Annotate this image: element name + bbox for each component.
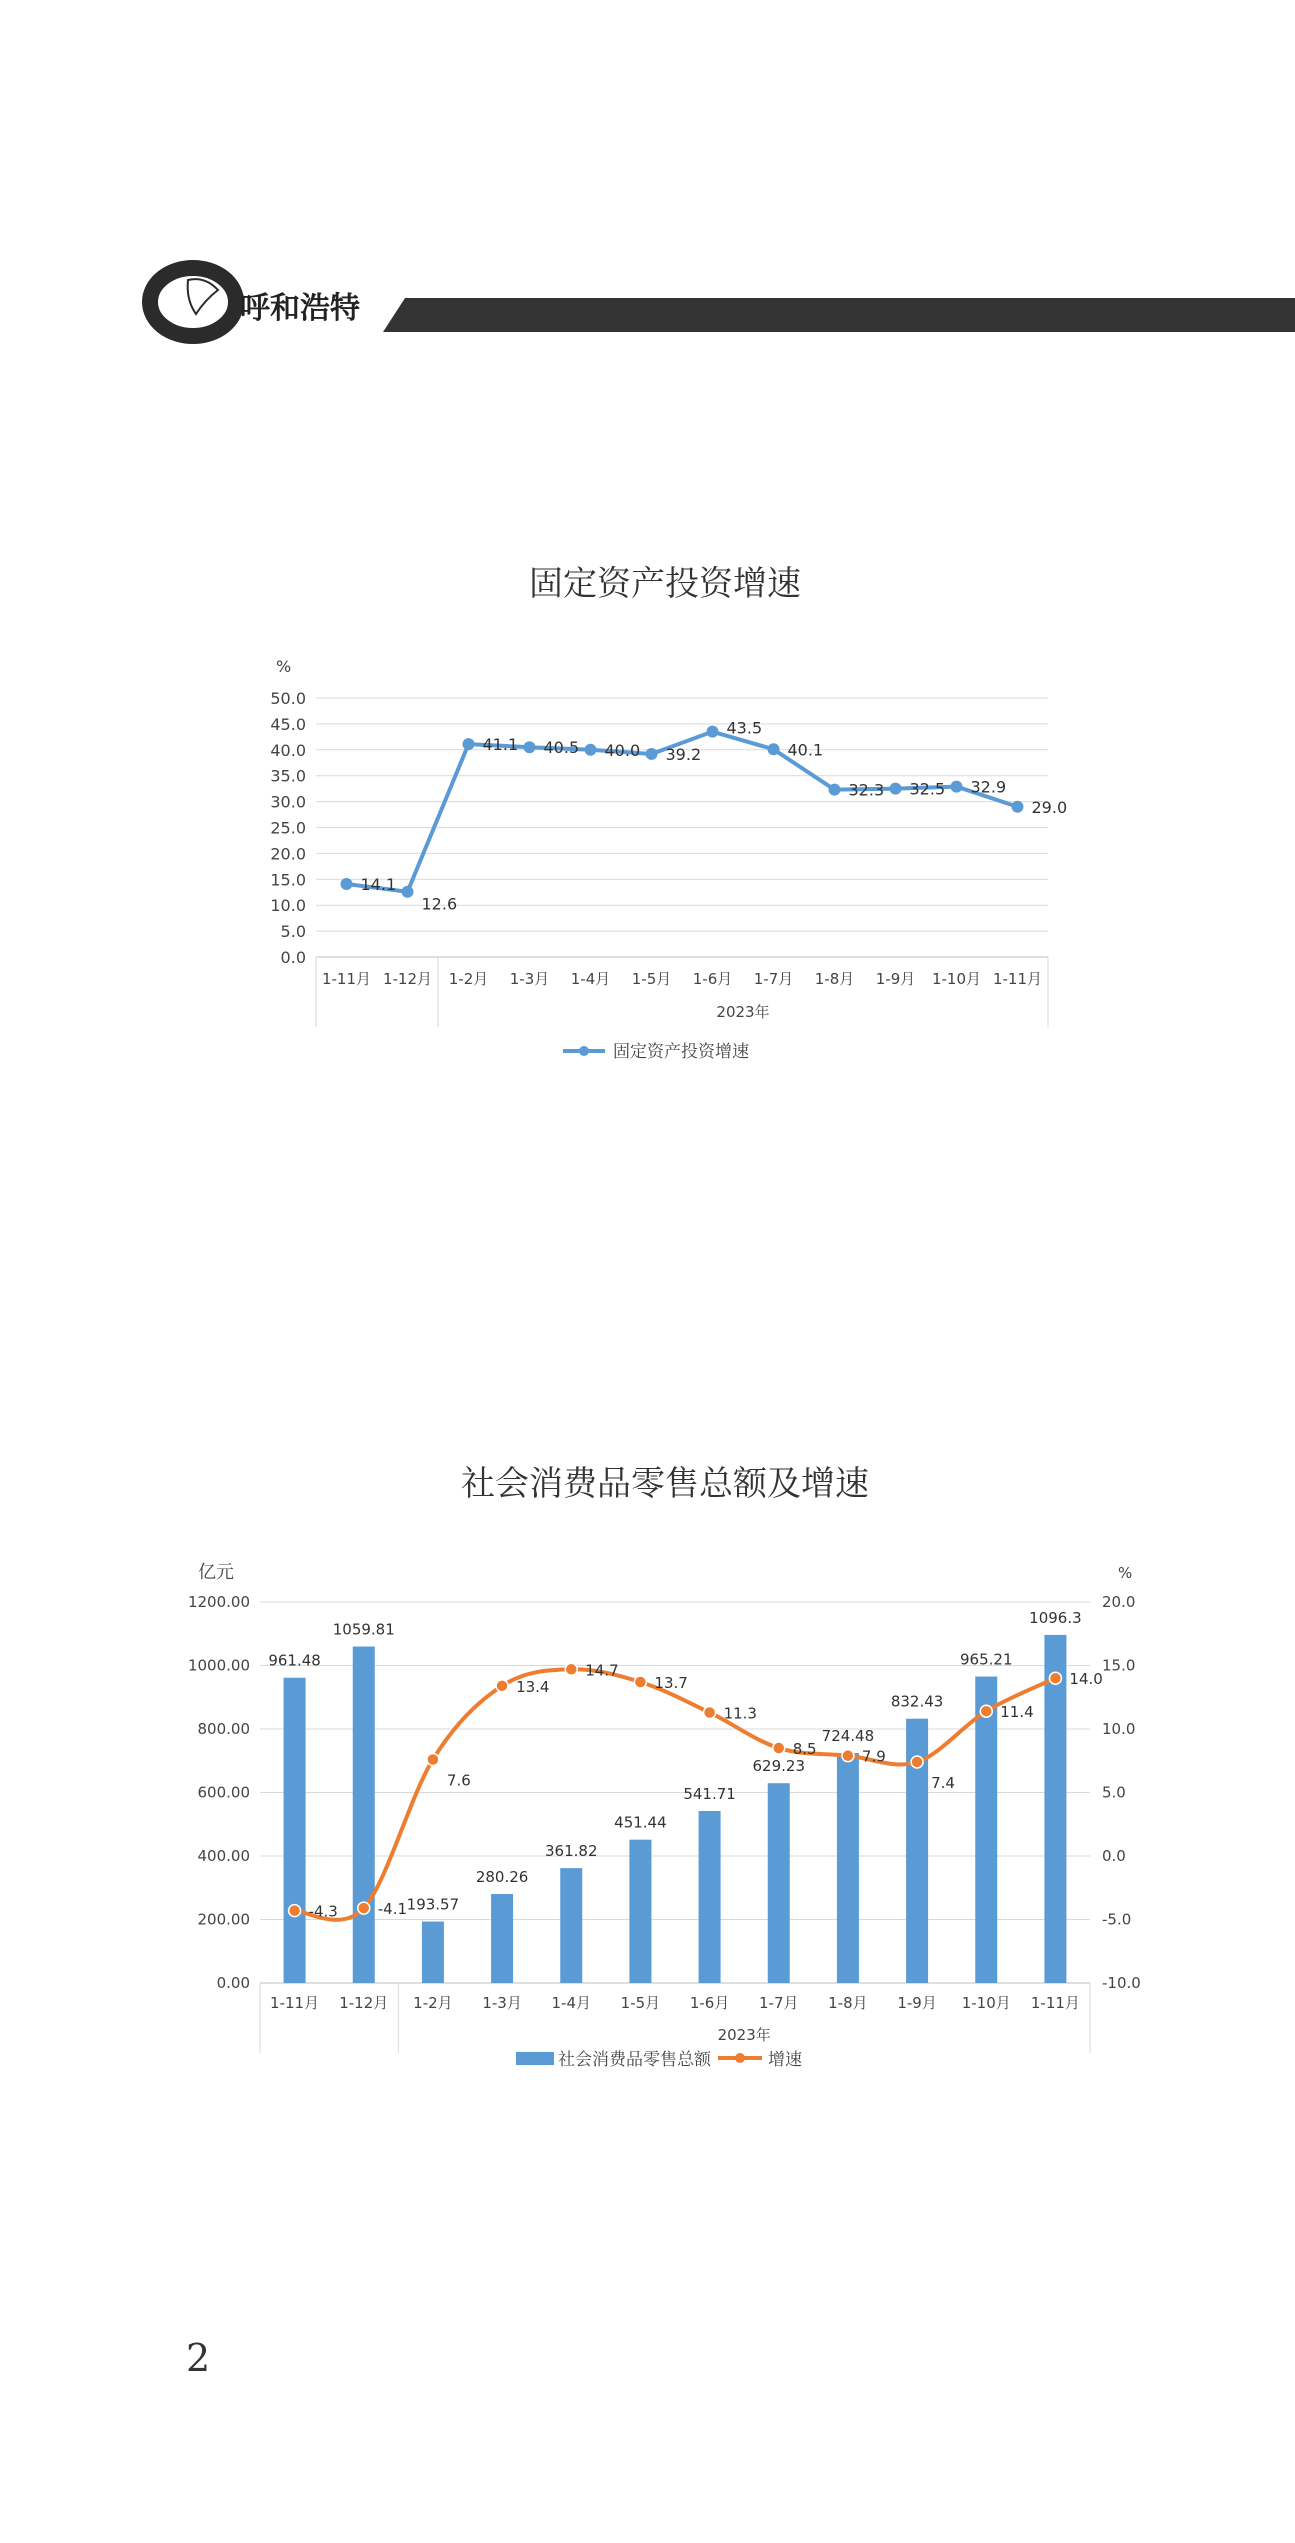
bar-value-label: 629.23 [752,1757,805,1776]
x-group-label: 2023年 [717,2026,771,2044]
bar [284,1678,306,1983]
legend-marker [735,2053,745,2063]
data-label: 40.0 [604,740,641,760]
x-tick-label: 1-12月 [382,970,433,988]
legend-label: 增速 [768,2050,802,2070]
data-label: 8.5 [792,1740,817,1759]
y-right-tick-label: 15.0 [1102,1656,1136,1675]
data-label: 11.3 [723,1704,757,1723]
y-tick-label: 25.0 [270,818,306,838]
data-point [289,1905,301,1917]
bar-value-label: 1059.81 [332,1620,395,1639]
bar-value-label: 1096.3 [1029,1608,1082,1627]
y-left-tick-label: 400.00 [197,1847,250,1865]
x-group-label: 2023年 [716,1003,770,1021]
bar-value-label: 280.26 [475,1868,529,1887]
data-label: 13.4 [516,1677,550,1696]
data-point [524,741,536,753]
bar-value-label: 832.43 [890,1692,944,1711]
y-tick-label: 15.0 [270,870,306,890]
bar-value-label: 541.71 [683,1785,736,1804]
y-left-tick-label: 1200.00 [187,1593,250,1611]
data-label: 32.9 [970,777,1007,797]
chart-retail-sales [0,1440,1295,2080]
bar [768,1783,790,1983]
data-point [773,1742,785,1754]
x-tick-label: 1-5月 [631,970,672,988]
data-point [634,1676,646,1688]
header-bar [383,298,1295,332]
bar-value-label: 961.48 [268,1651,321,1670]
data-point [358,1902,370,1914]
chart-title: 社会消费品零售总额及增速 [461,1464,869,1504]
x-tick-label: 1-9月 [875,970,916,988]
bar [699,1811,721,1983]
x-tick-label: 1-9月 [897,1994,937,2012]
y-left-tick-label: 1000.00 [187,1656,250,1675]
bar-value-label: 451.44 [614,1813,667,1832]
data-label: -4.1 [377,1900,408,1919]
bar [837,1753,859,1983]
data-label: 14.0 [1069,1670,1103,1689]
data-point [463,738,475,750]
data-label: 7.9 [861,1747,886,1766]
y-tick-label: 20.0 [270,844,306,864]
data-label: 7.6 [446,1771,471,1790]
data-point [951,781,963,793]
data-point [768,743,780,755]
data-point [707,726,719,738]
bar [975,1677,997,1983]
data-point [1049,1672,1061,1684]
data-point [585,744,597,756]
data-label: 43.5 [726,718,763,738]
data-point [980,1705,992,1717]
bar [560,1868,582,1983]
y-left-tick-label: 0.00 [216,1974,250,1992]
x-tick-label: 1-10月 [961,1994,1011,2012]
data-label: -4.3 [308,1902,338,1921]
bar-value-label: 724.48 [821,1726,875,1745]
legend-label: 社会消费品零售总额 [558,2050,711,2070]
bar-value-label: 361.82 [545,1842,598,1861]
x-tick-label: 1-4月 [551,1994,591,2012]
data-label: 40.5 [543,738,580,758]
y-tick-label: 50.0 [270,689,306,708]
data-point [646,748,658,760]
legend-bar-swatch [516,2052,554,2065]
x-tick-label: 1-3月 [509,970,550,988]
data-label: 41.1 [482,735,519,755]
data-label: 40.1 [787,740,824,760]
page-number: 2 [186,2336,211,2380]
x-tick-label: 1-8月 [828,1994,868,2012]
y-right-tick-label: -10.0 [1102,1974,1141,1992]
data-label: 12.6 [421,894,458,914]
y-right-tick-label: 10.0 [1102,1720,1136,1738]
bar [422,1922,444,1983]
y-right-tick-label: 20.0 [1102,1593,1136,1611]
y-right-tick-label: 0.0 [1102,1847,1126,1865]
data-point [890,783,902,795]
data-point [427,1753,439,1765]
x-tick-label: 1-3月 [482,1994,522,2012]
data-point [911,1756,923,1768]
y-tick-label: 35.0 [270,766,306,786]
bar [629,1840,651,1983]
page-header [0,250,1295,350]
y-left-tick-label: 600.00 [197,1783,250,1802]
data-label: 11.4 [1000,1703,1034,1722]
y-axis-left-label: 亿元 [198,1562,234,1583]
y-tick-label: 5.0 [280,922,306,942]
data-label: 32.5 [909,779,946,799]
data-point [402,886,414,898]
data-label: 13.7 [654,1674,688,1693]
data-label: 32.3 [848,780,885,800]
x-tick-label: 1-5月 [620,1994,661,2012]
chart-title: 固定资产投资增速 [529,564,801,604]
data-point [496,1680,508,1692]
x-tick-label: 1-2月 [448,970,489,988]
y-left-tick-label: 800.00 [197,1720,250,1738]
data-label: 14.7 [585,1661,619,1680]
bar [491,1894,513,1983]
y-left-tick-label: 200.00 [197,1910,250,1929]
x-tick-label: 1-7月 [759,1994,799,2012]
y-right-tick-label: 5.0 [1102,1783,1126,1802]
data-point [341,878,353,890]
legend [563,1041,749,1062]
bar-value-label: 965.21 [960,1650,1013,1669]
data-point [565,1663,577,1675]
logo-icon [150,268,236,336]
data-label: 7.4 [931,1774,955,1793]
data-label: 39.2 [665,744,702,764]
bar [1044,1635,1066,1983]
x-tick-label: 1-4月 [570,970,611,988]
bar-value-label: 193.57 [406,1895,460,1914]
data-label: 14.1 [360,874,397,894]
x-tick-label: 1-11月 [270,1994,320,2012]
y-tick-label: 0.0 [280,948,306,967]
legend [516,2050,802,2070]
data-label: 29.0 [1031,797,1068,817]
data-point [842,1750,854,1762]
legend-marker [579,1046,589,1056]
data-point [829,784,841,796]
x-tick-label: 1-11月 [1030,1994,1080,2012]
x-tick-label: 1-12月 [339,1994,389,2012]
y-axis-right-label: % [1118,1564,1133,1582]
x-tick-label: 1-7月 [753,970,794,988]
data-point [704,1706,716,1718]
x-tick-label: 1-6月 [689,1994,730,2012]
x-tick-label: 1-6月 [692,970,733,988]
logo-text: 呼和浩特 [240,291,360,326]
x-tick-label: 1-11月 [992,970,1043,988]
y-right-tick-label: -5.0 [1102,1910,1132,1929]
y-axis-label: % [276,657,292,676]
x-tick-label: 1-2月 [413,1994,453,2012]
y-tick-label: 30.0 [270,792,306,812]
x-tick-label: 1-11月 [321,970,372,988]
data-point [1012,801,1024,813]
y-tick-label: 10.0 [270,896,306,916]
y-tick-label: 40.0 [270,740,306,760]
bar [353,1647,375,1983]
legend-label: 固定资产投资增速 [613,1042,749,1062]
x-tick-label: 1-10月 [931,970,982,988]
chart-fixed-asset-investment [0,540,1295,1080]
x-tick-label: 1-8月 [814,970,855,988]
y-tick-label: 45.0 [270,714,306,734]
